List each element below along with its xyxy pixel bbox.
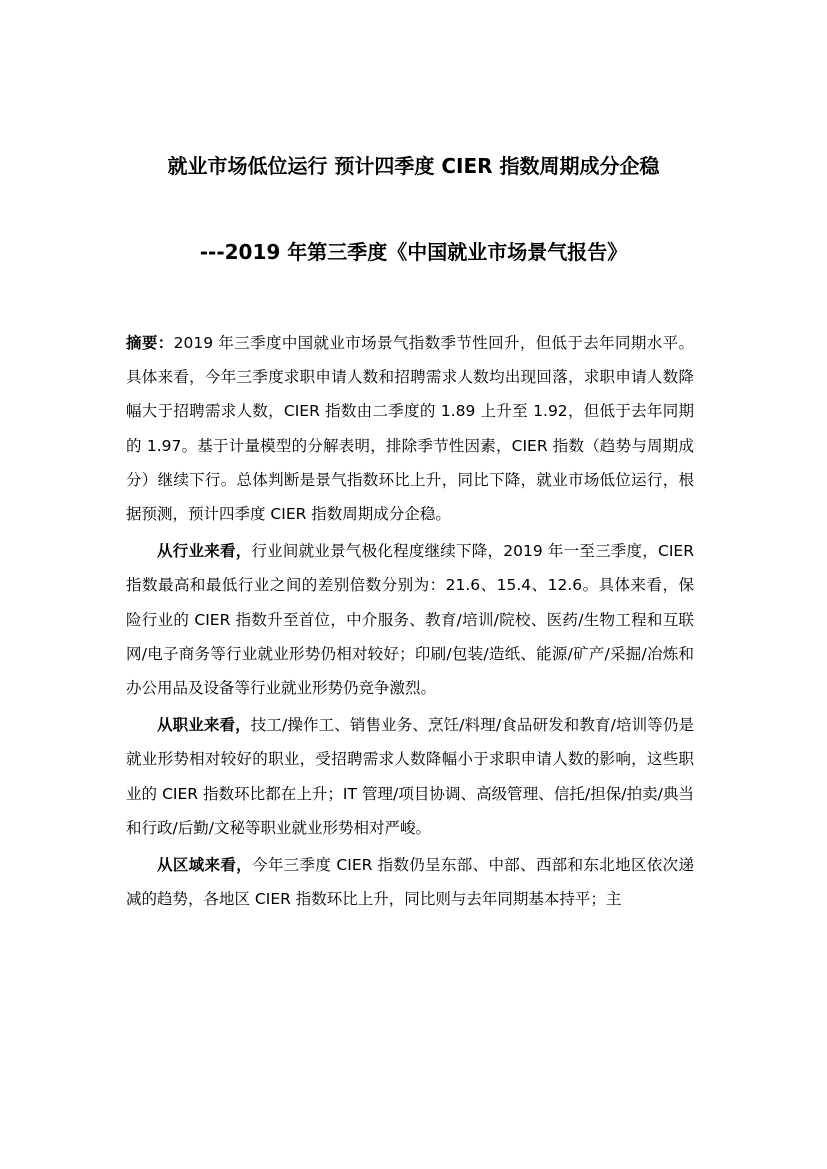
abstract-text: 2019 年三季度中国就业市场景气指数季节性回升，但低于去年同期水平。具体来看，今年三季度求职申请人数和招聘需求人数均出现回落，求职申请人数降幅大于招聘需求人数，CIER 指数由二季度的 1.89 上升至 1.92，但低于去年同期的 1.97。基于计量模型的分解表明，排除季节性因素，CIER 指数（趋势与周期成分）继续下行。总体判断是景气指数环比上升，同比下降，就业市场低位运行，根据预测，预计四季度 CIER 指数周期成分企稳。: [126, 334, 694, 524]
document-body: [126, 326, 694, 916]
region-lead: 从区域来看，: [157, 856, 252, 875]
document-title: 就业市场低位运行 预计四季度 CIER 指数周期成分企稳: [167, 154, 660, 178]
occupation-text: 技工/操作工、销售业务、烹饪/料理/食品研发和教育/培训等仍是就业形势相对较好的职业，受招聘需求人数降幅小于求职申请人数的影响，这些职业的 CIER 指数环比都在上升；IT 管理/项目协调、高级管理、信托/担保/拍卖/典当和行政/后勤/文秘等职业就业形势相对严峻。: [126, 716, 694, 837]
region-text: 今年三季度 CIER 指数仍呈东部、中部、西部和东北地区依次递减的趋势，各地区 CIER 指数环比上升，同比则与去年同期基本持平；主: [126, 856, 694, 909]
abstract-paragraph: [126, 326, 694, 531]
industry-paragraph: [126, 534, 694, 705]
region-paragraph: [126, 848, 694, 916]
industry-lead: 从行业来看，: [157, 542, 252, 561]
document-subtitle: ---2019 年第三季度《中国就业市场景气报告》: [199, 240, 628, 264]
occupation-lead: 从职业来看，: [157, 716, 251, 735]
industry-text: 行业间就业景气极化程度继续下降，2019 年一至三季度，CIER 指数最高和最低行业之间的差别倍数分别为：21.6、15.4、12.6。具体来看，保险行业的 CIER 指数升至首位，中介服务、教育/培训/院校、医药/生物工程和互联网/电子商务等行业就业形势仍相对较好；印刷/包装/造纸、能源/矿产/采掘/冶炼和办公用品及设备等行业就业形势仍竞争激烈。: [126, 542, 694, 698]
occupation-paragraph: [126, 708, 694, 845]
abstract-lead: 摘要：: [126, 334, 174, 352]
